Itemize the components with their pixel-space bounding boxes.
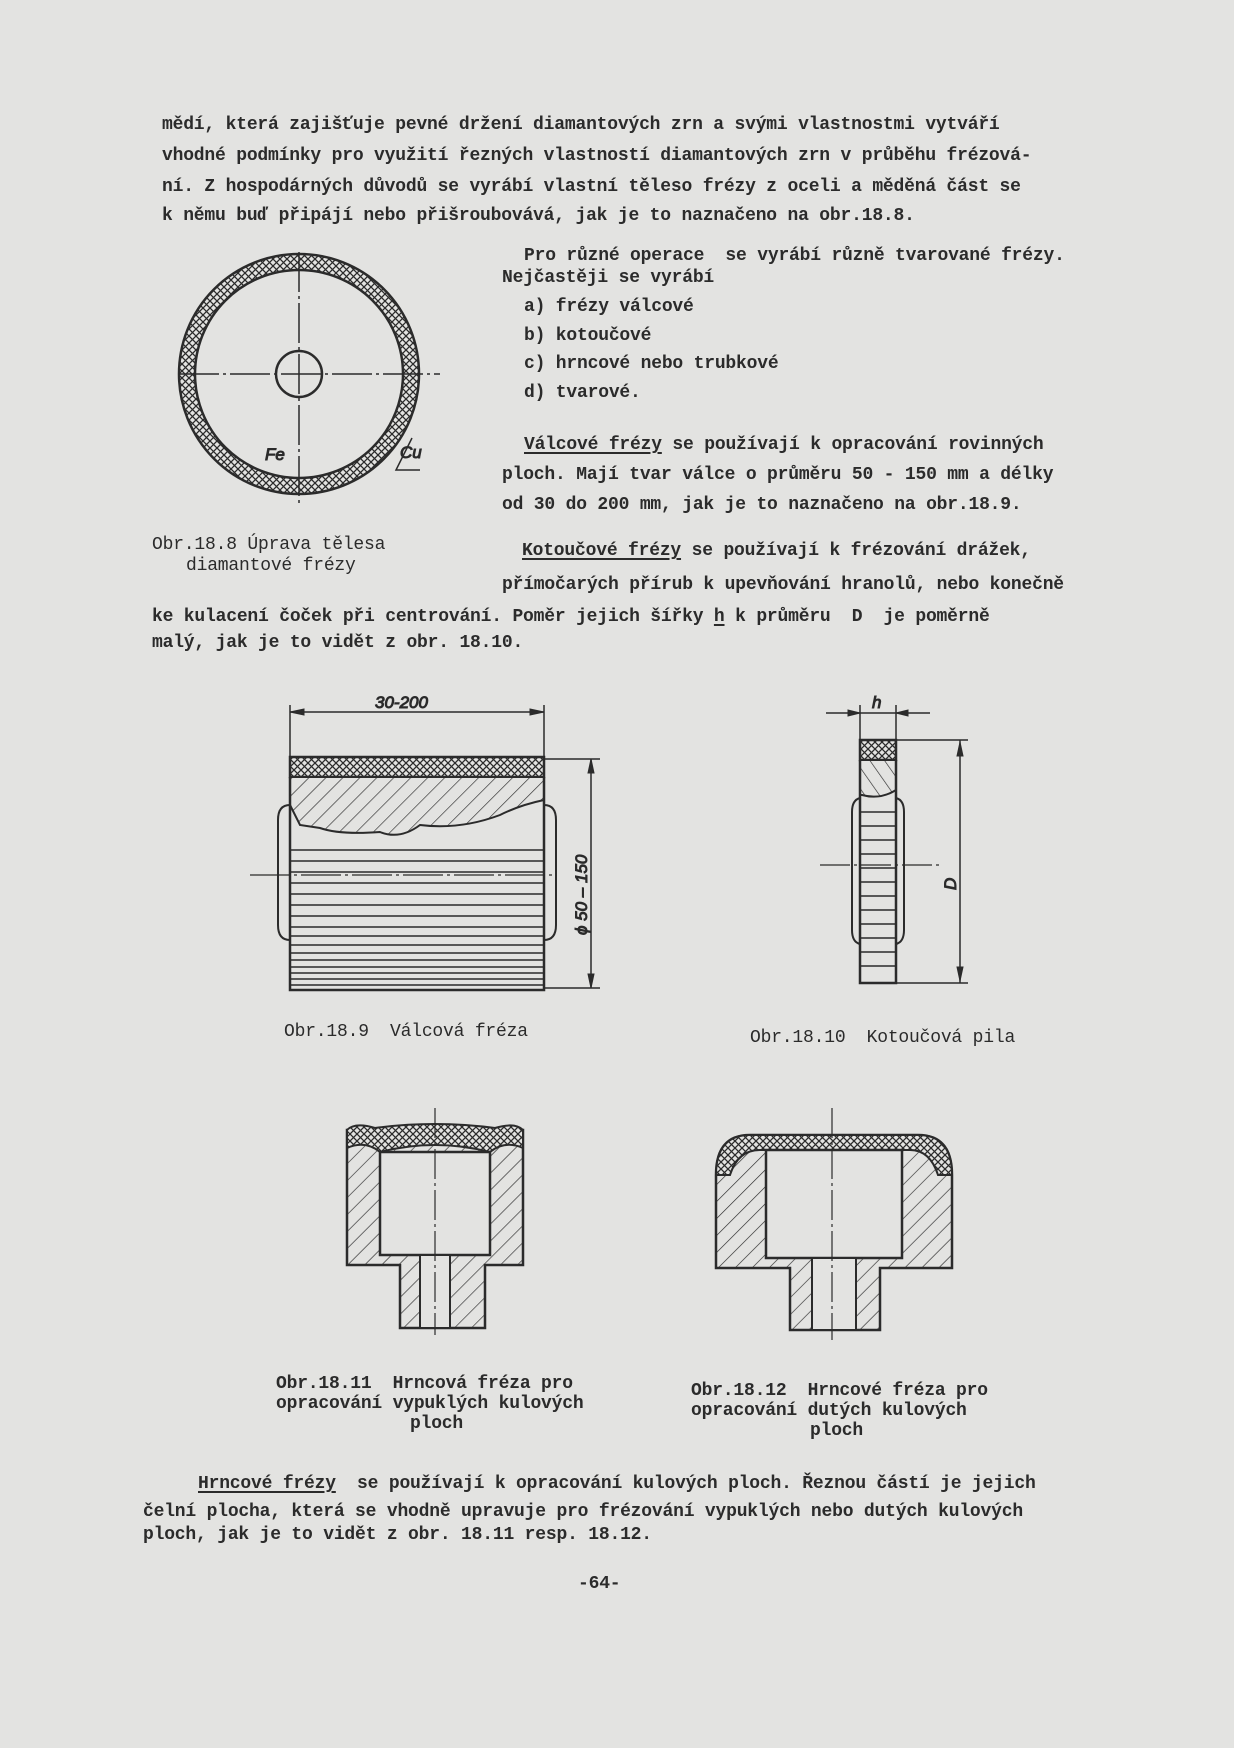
- figure-18-8-diagram: [179, 252, 440, 506]
- intro-line: mědí, která zajišťuje pevné držení diamantových zrn a svými vlastnostmi vytváří: [162, 115, 1000, 135]
- text: se používají k opracování rovinných: [661, 435, 1044, 455]
- figure-caption: opracování vypuklých kulových: [276, 1394, 584, 1414]
- figure-caption: Obr.18.9 Válcová fréza: [284, 1022, 528, 1042]
- figure-caption: Obr.18.11 Hrncová fréza pro: [276, 1374, 573, 1394]
- intro-line: k němu buď připájí nebo přišroubovává, jak je to naznačeno na obr.18.8.: [162, 206, 915, 226]
- types-intro: Pro různé operace se vyrábí různě tvarované frézy.: [524, 246, 1065, 266]
- list-item: c) hrncové nebo trubkové: [524, 354, 779, 374]
- figure-caption: Obr.18.10 Kotoučová pila: [750, 1028, 1016, 1048]
- figure-18-10-diagram: [820, 693, 968, 983]
- label-cu: Cu: [400, 443, 422, 462]
- list-item: b) kotoučové: [524, 326, 652, 346]
- figure-caption: ploch: [410, 1414, 464, 1434]
- figure-18-12-diagram: [716, 1108, 952, 1340]
- page-number: -64-: [578, 1574, 621, 1594]
- list-item: d) tvarové.: [524, 383, 641, 403]
- valcove-paragraph-line: od 30 do 200 mm, jak je to naznačeno na obr.18.9.: [502, 495, 1022, 515]
- figure-caption: opracování dutých kulových: [691, 1401, 967, 1421]
- text: k průměru D je poměrně: [724, 607, 990, 627]
- hrncove-paragraph-line: ploch, jak je to vidět z obr. 18.11 resp. 18.12.: [143, 1525, 652, 1545]
- dimension-length: 30-200: [375, 693, 428, 712]
- text: ke kulacení čoček při centrování. Poměr jejich šířky: [152, 607, 714, 627]
- symbol-h: h: [713, 607, 725, 627]
- kotoucove-paragraph-line: malý, jak je to vidět z obr. 18.10.: [152, 633, 524, 653]
- figure-18-9-diagram: [250, 693, 600, 990]
- intro-line: ní. Z hospodárných důvodů se vyrábí vlastní těleso frézy z oceli a měděná část se: [162, 177, 1021, 197]
- kotoucove-paragraph-line: přímočarých přírub k upevňování hranolů, nebo konečně: [502, 575, 1064, 595]
- dimension-diameter: D: [941, 877, 960, 890]
- term-valcove: Válcové frézy: [524, 435, 662, 455]
- term-hrncove: Hrncové frézy: [198, 1474, 336, 1494]
- label-fe: Fe: [265, 445, 285, 464]
- figure-caption: Obr.18.8 Úprava tělesa: [152, 535, 386, 555]
- term-kotoucove: Kotoučové frézy: [522, 541, 682, 561]
- dimension-diameter: ϕ 50 – 150: [572, 854, 591, 935]
- types-intro: Nejčastěji se vyrábí: [502, 268, 715, 288]
- figure-caption: Obr.18.12 Hrncové fréza pro: [691, 1381, 988, 1401]
- hrncove-paragraph-line: čelní plocha, která se vhodně upravuje pro frézování vypuklých nebo dutých kulových: [143, 1502, 1023, 1522]
- figure-caption: ploch: [810, 1421, 864, 1441]
- figure-caption: diamantové frézy: [186, 556, 356, 576]
- valcove-paragraph-line: ploch. Mají tvar válce o průměru 50 - 150 mm a délky: [502, 465, 1054, 485]
- text: se používají k frézování drážek,: [681, 541, 1031, 561]
- intro-line: vhodné podmínky pro využití řezných vlastností diamantových zrn v průběhu frézová-: [162, 146, 1032, 166]
- dimension-width: h: [872, 693, 882, 712]
- figure-18-11-diagram: [347, 1108, 523, 1335]
- text: se používají k opracování kulových ploch. Řeznou částí je jejich: [335, 1474, 1036, 1494]
- list-item: a) frézy válcové: [524, 297, 694, 317]
